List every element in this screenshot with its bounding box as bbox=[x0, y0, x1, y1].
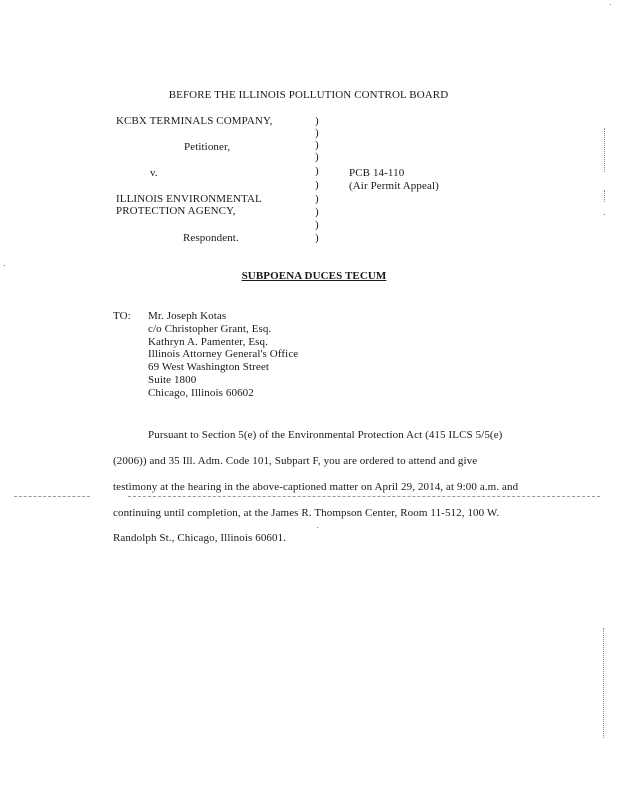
scan-artifact-edge bbox=[603, 628, 605, 738]
scan-artifact-speck bbox=[317, 527, 318, 528]
recipient-line: Suite 1800 bbox=[148, 374, 197, 386]
scan-artifact-line bbox=[14, 496, 90, 497]
scan-artifact-speck bbox=[4, 265, 5, 266]
respondent-role: Respondent. bbox=[183, 232, 239, 244]
court-heading: BEFORE THE ILLINOIS POLLUTION CONTROL BOARD bbox=[168, 89, 449, 101]
caption-paren: ) bbox=[315, 115, 319, 127]
body-line: continuing until completion, at the James R. Thompson Center, Room 11-512, 100 W. bbox=[113, 507, 500, 519]
caption-paren: ) bbox=[315, 193, 319, 205]
caption-paren: ) bbox=[315, 139, 319, 151]
caption-paren: ) bbox=[315, 151, 319, 163]
body-line: testimony at the hearing in the above-captioned matter on April 29, 2014, at 9:00 a.m. and bbox=[113, 481, 519, 493]
petitioner-name: KCBX TERMINALS COMPANY, bbox=[116, 115, 273, 127]
recipient-line: Chicago, Illinois 60602 bbox=[148, 387, 254, 399]
caption-paren: ) bbox=[315, 127, 319, 139]
recipient-line: 69 West Washington Street bbox=[148, 361, 270, 373]
body-line: Pursuant to Section 5(e) of the Environmental Protection Act (415 ILCS 5/5(e) bbox=[148, 429, 503, 441]
scan-artifact-line bbox=[128, 496, 600, 497]
respondent-name-line2: PROTECTION AGENCY, bbox=[116, 205, 236, 217]
caption-paren: ) bbox=[315, 179, 319, 191]
petitioner-role: Petitioner, bbox=[184, 141, 231, 153]
recipient-line: Kathryn A. Pamenter, Esq. bbox=[148, 336, 268, 348]
recipient-label: TO: bbox=[113, 310, 131, 322]
caption-paren: ) bbox=[315, 232, 319, 244]
body-line: Randolph St., Chicago, Illinois 60601. bbox=[113, 532, 287, 544]
scan-artifact-edge bbox=[604, 190, 606, 202]
respondent-name-line1: ILLINOIS ENVIRONMENTAL bbox=[116, 193, 262, 205]
recipient-line: c/o Christopher Grant, Esq. bbox=[148, 323, 272, 335]
scan-artifact-edge bbox=[604, 128, 606, 172]
scan-artifact-speck bbox=[604, 214, 605, 215]
body-line: (2006)) and 35 Ill. Adm. Code 101, Subpart F, you are ordered to attend and give bbox=[113, 455, 478, 467]
caption-paren: ) bbox=[315, 219, 319, 231]
document-title: SUBPOENA DUCES TECUM bbox=[241, 270, 387, 282]
versus-label: v. bbox=[150, 167, 158, 179]
recipient-line: Mr. Joseph Kotas bbox=[148, 310, 227, 322]
scan-artifact-speck bbox=[610, 4, 611, 5]
caption-paren: ) bbox=[315, 206, 319, 218]
recipient-line: Illinois Attorney General's Office bbox=[148, 348, 299, 360]
caption-paren: ) bbox=[315, 165, 319, 177]
case-number: PCB 14-110 bbox=[349, 167, 405, 179]
case-type: (Air Permit Appeal) bbox=[349, 180, 439, 192]
